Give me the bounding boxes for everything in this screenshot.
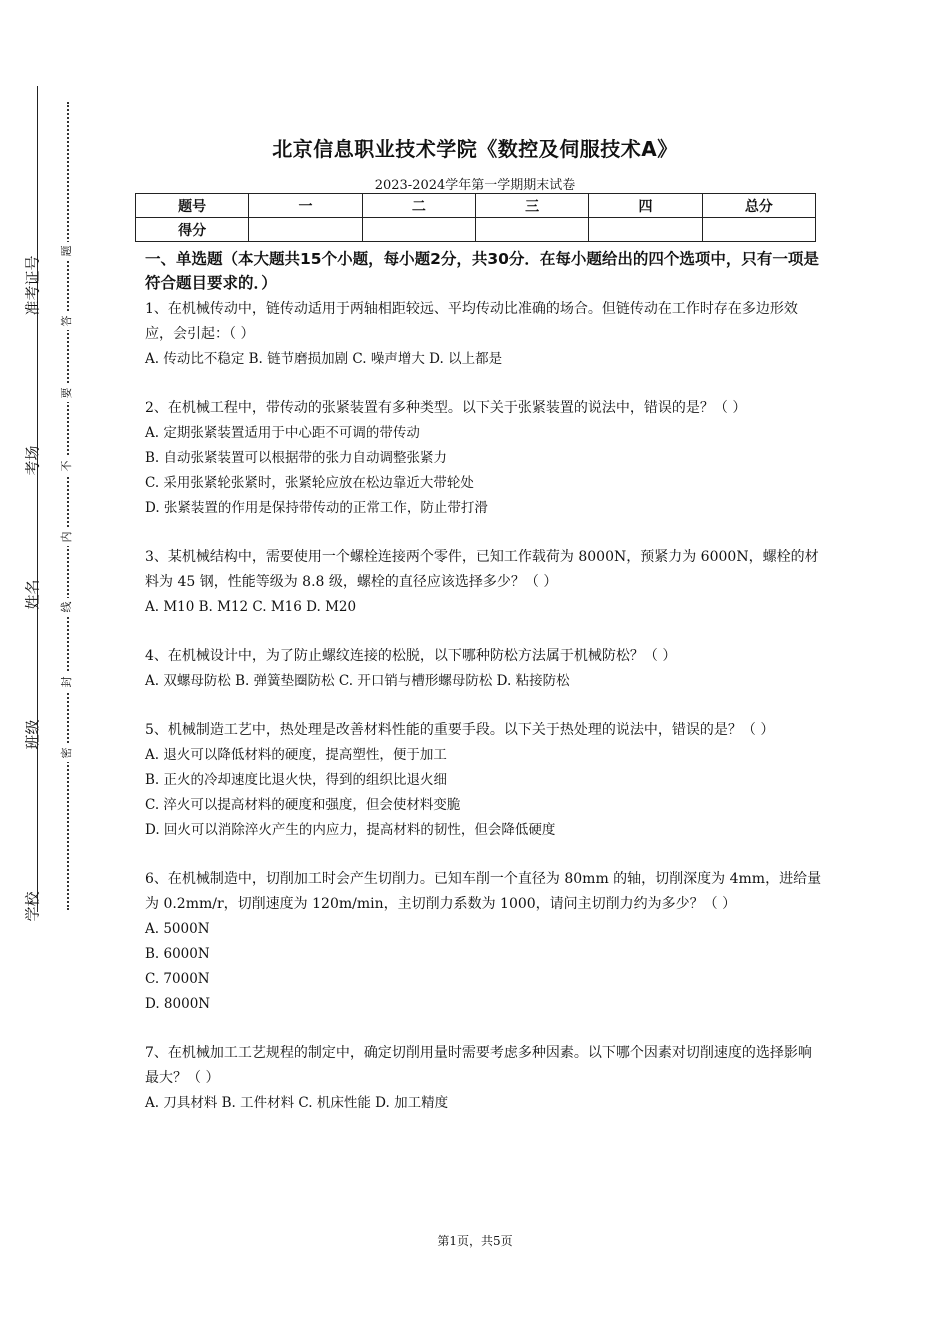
option-a: A. 定期张紧装置适用于中心距不可调的带传动 [145,425,420,441]
question-3 [145,545,825,620]
question-stem: 2、在机械工程中，带传动的张紧装置有多种类型。以下关于张紧装置的说法中，错误的是？（ ） [145,400,747,416]
score-table-score-row [136,218,816,242]
question-stem: 7、在机械加工工艺规程的制定中，确定切削用量时需要考虑多种因素。以下哪个因素对切削速度的选择影响最大？（ ） [145,1045,812,1086]
option-b: B. 6000N [145,946,210,962]
question-7 [145,1041,825,1116]
binding-line-solid [37,86,38,912]
margin-label-class: 班级 [23,719,42,750]
question-options: A. M10 B. M12 C. M16 D. M20 [145,599,357,615]
exam-content [145,247,825,1116]
margin-label-exam-number: 准考证号 [23,255,42,316]
score-cell [475,218,588,242]
question-stem: 3、某机械结构中，需要使用一个螺栓连接两个零件，已知工作载荷为 8000N，预紧力为 6000N，螺栓的材料为 45 钢，性能等级为 8.8 级，螺栓的直径应该选择多少？（ ） [145,549,819,590]
score-header-cell: 四 [589,194,702,218]
question-5 [145,718,825,843]
option-b: B. 自动张紧装置可以根据带的张力自动调整张紧力 [145,450,448,466]
score-table-header-row [136,194,816,218]
option-d: D. 回火可以消除淬火产生的内应力，提高材料的韧性，但会降低硬度 [145,822,556,838]
score-cell [702,218,815,242]
page-number: 第1页，共5页 [437,1234,513,1248]
exam-title: 北京信息职业技术学院《数控及伺服技术A》 [272,137,678,161]
score-header-cell: 题号 [136,194,249,218]
option-d: D. 8000N [145,996,211,1012]
score-table [135,193,816,242]
question-stem: 6、在机械制造中，切削加工时会产生切削力。已知车削一个直径为 80mm 的轴，切削深度为 4mm，进给量为 0.2mm/r，切削速度为 120m/min，主切削力系数为 1000，请问主切削力约为多少？（ ） [145,871,822,912]
seal-word: 题 [60,242,74,260]
option-c: C. 采用张紧轮张紧时，张紧轮应放在松边靠近大带轮处 [145,475,474,491]
option-a: A. 退火可以降低材料的硬度，提高塑性，便于加工 [145,747,447,763]
option-c: C. 淬火可以提高材料的硬度和强度，但会使材料变脆 [145,797,461,813]
option-d: D. 张紧装置的作用是保持带传动的正常工作，防止带打滑 [145,500,488,516]
question-stem: 5、机械制造工艺中，热处理是改善材料性能的重要手段。以下关于热处理的说法中，错误的是？（ ） [145,722,775,738]
option-a: A. 5000N [145,921,210,937]
score-header-cell: 二 [362,194,475,218]
seal-word: 不 [60,457,74,475]
option-b: B. 正火的冷却速度比退火快，得到的组织比退火细 [145,772,448,788]
section-heading: 一、单选题（本大题共15个小题，每小题2分，共30分．在每小题给出的四个选项中，只有一项是符合题目要求的．） [145,250,819,292]
score-cell [249,218,362,242]
option-c: C. 7000N [145,971,210,987]
margin-label-exam-room: 考场 [23,445,42,476]
margin-label-school: 学校 [23,891,42,922]
seal-word: 内 [60,528,74,546]
score-header-cell: 一 [249,194,362,218]
score-row-label: 得分 [136,218,249,242]
question-6 [145,867,825,1017]
question-options: A. 双螺母防松 B. 弹簧垫圈防松 C. 开口销与槽形螺母防松 D. 粘接防松 [145,673,570,689]
question-1 [145,297,825,372]
question-options: A. 传动比不稳定 B. 链节磨损加剧 C. 噪声增大 D. 以上都是 [145,351,503,367]
question-4 [145,644,825,694]
question-stem: 4、在机械设计中，为了防止螺纹连接的松脱，以下哪种防松方法属于机械防松？（ ） [145,648,677,664]
margin-label-name: 姓名 [23,579,42,610]
seal-word: 线 [60,598,74,616]
score-cell [362,218,475,242]
binding-line-dotted [67,102,69,910]
question-stem: 1、在机械传动中，链传动适用于两轴相距较远、平均传动比准确的场合。但链传动在工作时存在多边形效应，会引起：（ ） [145,301,798,342]
seal-word: 封 [60,673,74,691]
seal-word: 要 [60,384,74,402]
score-cell [589,218,702,242]
exam-subtitle: 2023-2024学年第一学期期末试卷 [374,178,576,193]
seal-word: 密 [60,744,74,762]
score-header-cell: 总分 [702,194,815,218]
question-options: A. 刀具材料 B. 工件材料 C. 机床性能 D. 加工精度 [145,1095,449,1111]
seal-word: 答 [60,312,74,330]
score-header-cell: 三 [475,194,588,218]
question-2 [145,396,825,521]
